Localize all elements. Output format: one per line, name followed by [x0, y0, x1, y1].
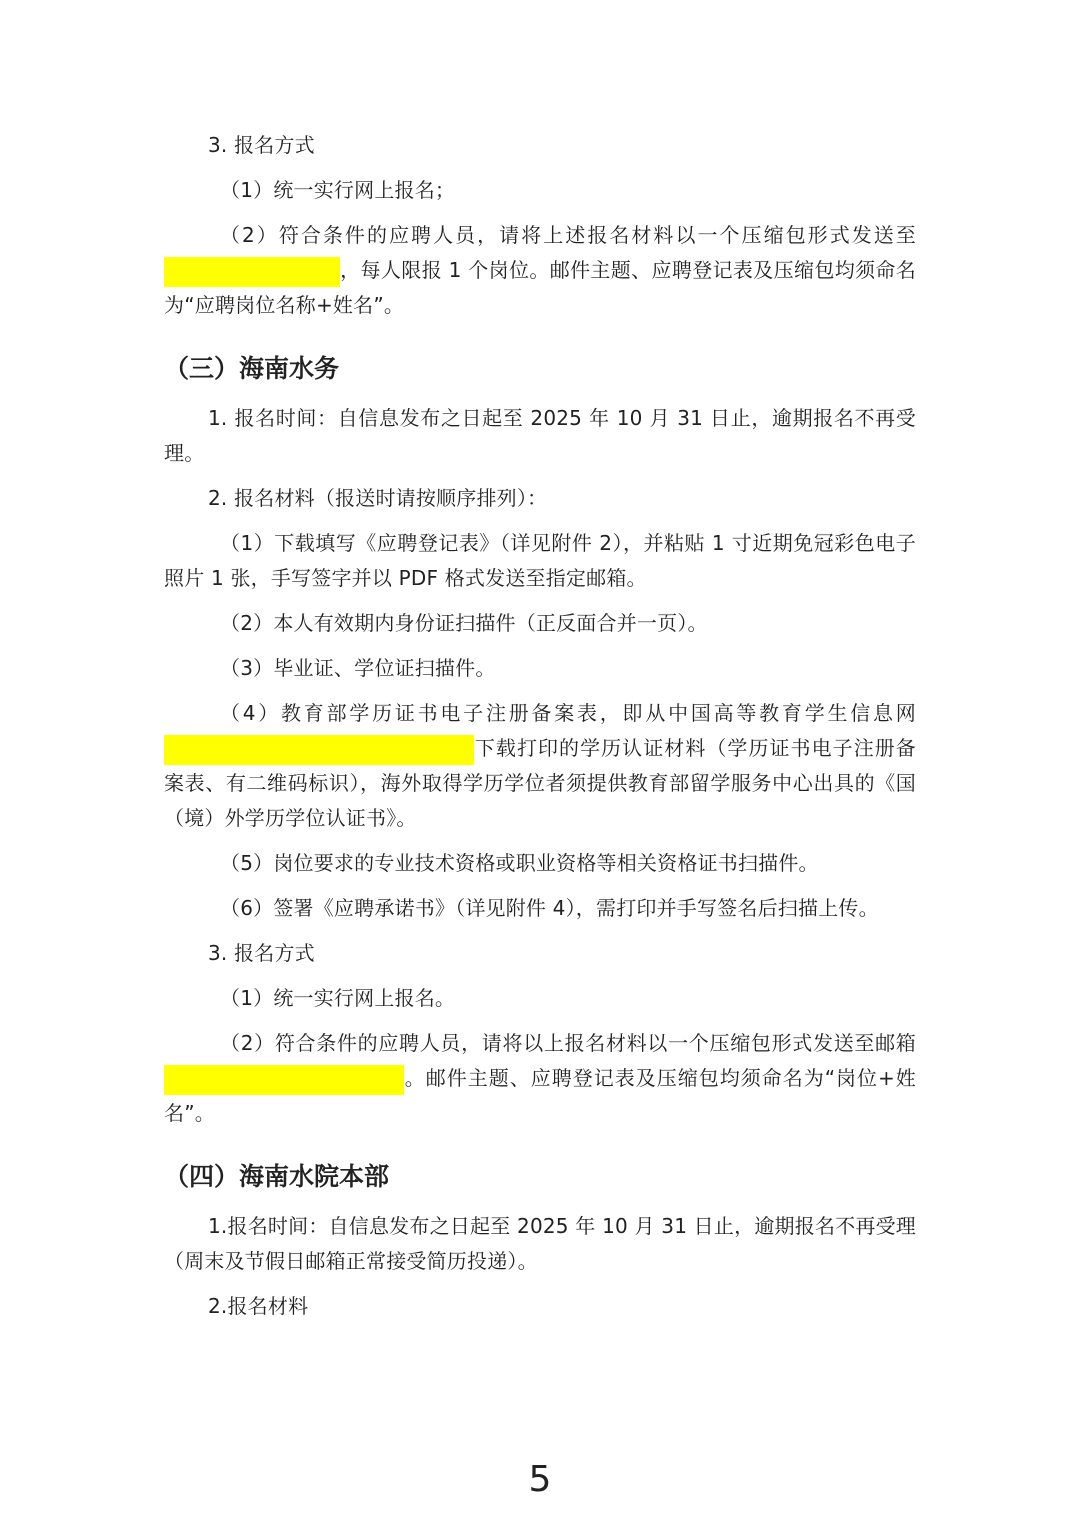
redacted-url-highlight [164, 735, 474, 765]
section-heading-hainan-water: （三）海南水务 [164, 354, 340, 383]
materials-item-5: （5）岗位要求的专业技术资格或职业资格等相关资格证书扫描件。 [220, 851, 819, 875]
materials-item-6: （6）签署《应聘承诺书》（详见附件 4），需打印并手写签名后扫描上传。 [220, 896, 879, 920]
signup-method-title: 3. 报名方式 [208, 133, 315, 157]
document-page [164, 128, 916, 1334]
signup-method-2-item-2-text-b: 。邮件主题、应聘登记表及压缩包均须命名为“岗位+姓名”。 [164, 1066, 916, 1125]
signup-method-2-item-2 [164, 1026, 916, 1131]
signup-method-item-1: （1）统一实行网上报名； [220, 178, 456, 202]
signup-method-item-2-text-b: ，每人限报 1 个岗位。邮件主题、应聘登记表及压缩包均须命名为“应聘岗位名称+姓名”。 [164, 258, 916, 317]
materials-item-2: （2）本人有效期内身份证扫描件（正反面合并一页）。 [220, 611, 708, 635]
section-heading-hainan-college: （四）海南水院本部 [164, 1162, 390, 1191]
materials-item-3: （3）毕业证、学位证扫描件。 [220, 656, 496, 680]
signup-time: 1. 报名时间：自信息发布之日起至 2025 年 10 月 31 日止，逾期报名不再受理。 [164, 406, 916, 465]
signup-method-2-item-2-text-a: （2）符合条件的应聘人员，请将以上报名材料以一个压缩包形式发送至邮箱 [220, 1031, 916, 1055]
materials-item-4-text-b: 下载打印的学历认证材料（学历证书电子注册备案表、有二维码标识），海外取得学历学位者须提供教育部留学服务中心出具的《国（境）外学历学位认证书》。 [164, 736, 916, 830]
materials-title: 2. 报名材料（报送时请按顺序排列）： [208, 486, 548, 510]
materials-item-4 [164, 696, 916, 836]
materials-item-4-text-a: （4）教育部学历证书电子注册备案表，即从中国高等教育学生信息网 [220, 701, 916, 725]
redacted-email-highlight-2 [164, 1065, 404, 1095]
signup-method-item-2-text-a: （2）符合条件的应聘人员，请将上述报名材料以一个压缩包形式发送至 [220, 223, 916, 247]
redacted-email-highlight [164, 257, 340, 287]
page-number: 5 [528, 1459, 552, 1500]
signup-method-2-item-1: （1）统一实行网上报名。 [220, 986, 456, 1010]
signup-method-title-2: 3. 报名方式 [208, 941, 315, 965]
materials-item-1: （1）下载填写《应聘登记表》（详见附件 2），并粘贴 1 寸近期免冠彩色电子照片 1 张，手写签字并以 PDF 格式发送至指定邮箱。 [164, 531, 916, 590]
signup-method-item-2 [164, 218, 916, 323]
signup-time-2: 1.报名时间：自信息发布之日起至 2025 年 10 月 31 日止，逾期报名不再受理（周末及节假日邮箱正常接受简历投递）。 [164, 1214, 916, 1273]
materials-title-2: 2.报名材料 [208, 1294, 309, 1318]
